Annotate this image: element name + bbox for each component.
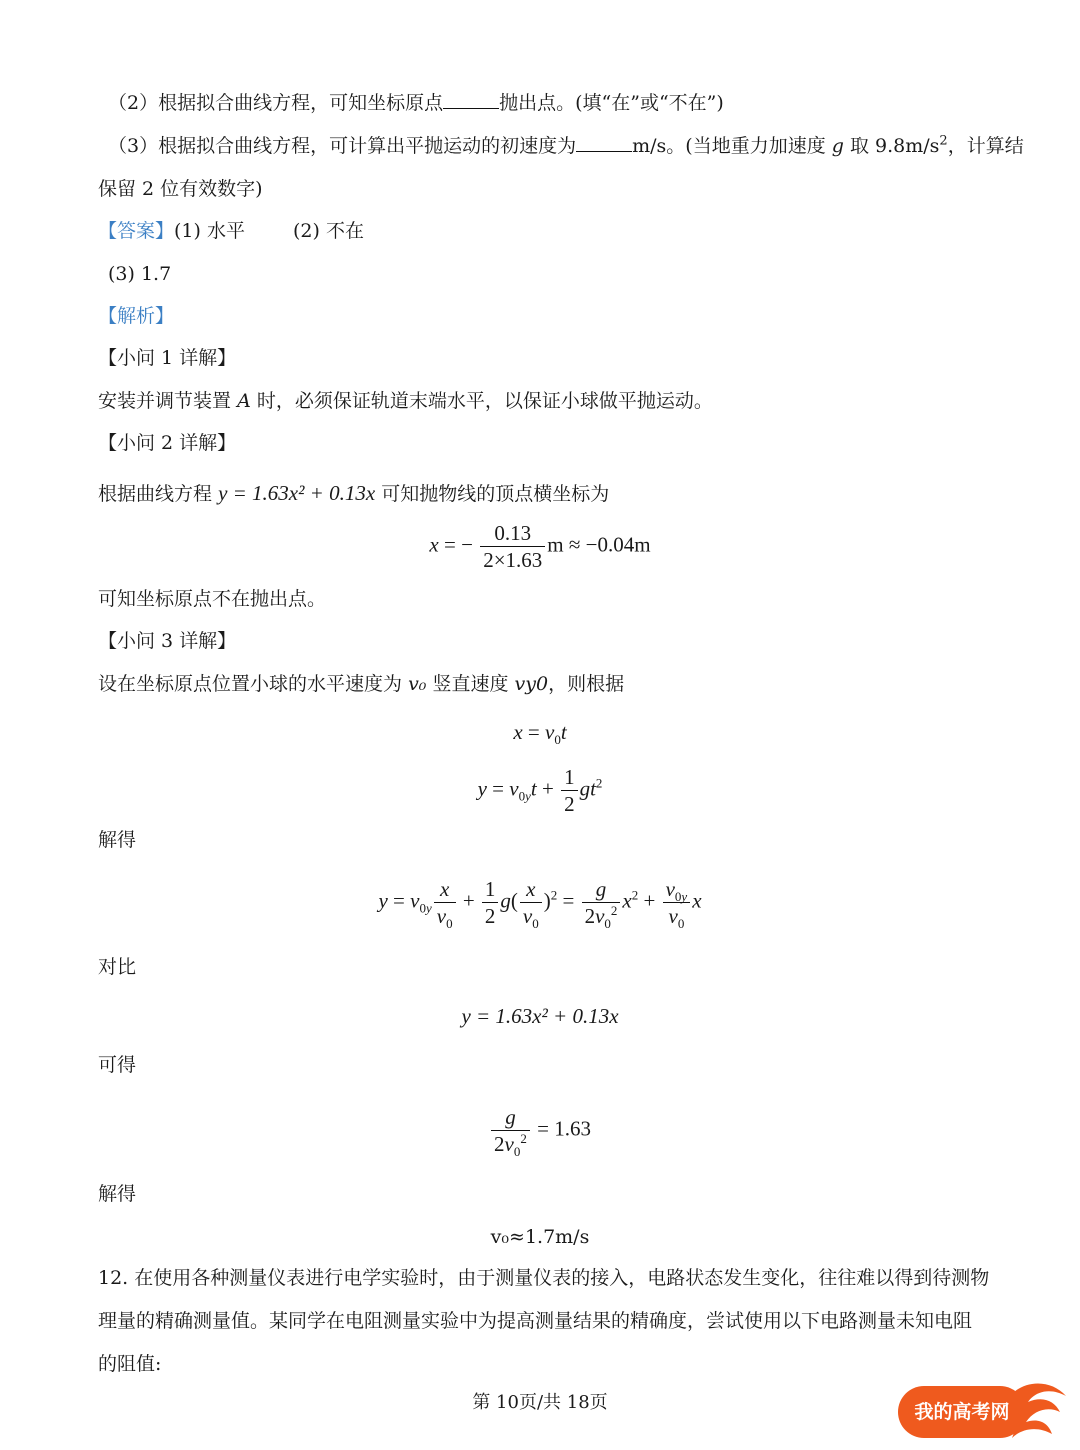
equation-x: $x = v_0t$ xyxy=(513,720,567,748)
solve-label-1: 解得 xyxy=(98,829,137,851)
sub3-text-b: 竖直速度 xyxy=(432,673,509,695)
question-3-line-2: 保留 2 位有效数字) xyxy=(98,178,263,200)
q3-text-d: ，计算结 xyxy=(947,135,1024,157)
q12-line-3: 的阻值: xyxy=(98,1353,162,1375)
logo-text: 我的高考网 xyxy=(898,1386,1026,1438)
site-logo xyxy=(898,1378,1070,1444)
q12-line-1: 12. 在使用各种测量仪表进行电学实验时，由于测量仪表的接入，电路状态发生变化，往往难以得到待测物 xyxy=(98,1267,990,1289)
q2-blank xyxy=(443,108,499,109)
vertex-numerator: 0.13 xyxy=(480,522,545,547)
sub2-text-b: 可知抛物线的顶点横坐标为 xyxy=(381,483,610,505)
sub2-title: 【小问 2 详解】 xyxy=(98,432,237,454)
result-v0: v₀≈1.7m/s xyxy=(490,1226,590,1248)
answer-1: (1) 水平 xyxy=(174,220,245,242)
vertex-fraction xyxy=(480,522,545,571)
sub2-text-a: 根据曲线方程 xyxy=(98,483,213,505)
q3-blank xyxy=(576,151,632,152)
sub1-title: 【小问 1 详解】 xyxy=(98,347,237,369)
analysis-label: 【解析】 xyxy=(98,305,175,327)
get-label: 可得 xyxy=(98,1054,137,1076)
compare-label: 对比 xyxy=(98,956,137,978)
answer-3: (3) 1.7 xyxy=(108,263,172,285)
sub3-vy0: vy0 xyxy=(514,673,549,695)
sub2-curve-equation: y = 1.63x² + 0.13x xyxy=(218,481,376,505)
q3-text-c: 取 9.8m/s xyxy=(849,135,940,157)
equation-y: $y = v_{0y}t$ + $\frac{1}{2}$ $gt^2$ xyxy=(477,765,603,817)
answer-2: (2) 不在 xyxy=(292,220,364,242)
q3-number: （3） xyxy=(108,135,159,157)
sub1-text-a: 安装并调节装置 xyxy=(98,390,232,412)
ratio-equation: $\frac{g}{2v_0^2}$ = 1.63 xyxy=(0,1106,1080,1155)
logo-swoosh-icon xyxy=(1008,1378,1070,1444)
solve-label-2: 解得 xyxy=(98,1183,137,1205)
sub3-text xyxy=(98,675,624,694)
ratio-value: = 1.63 xyxy=(537,1116,591,1141)
answer-line xyxy=(98,222,364,241)
q3-text-b: m/s。(当地重力加速度 xyxy=(632,135,826,157)
vertex-result: m ≈ −0.04m xyxy=(547,532,651,557)
sub3-text-a: 设在坐标原点位置小球的水平速度为 xyxy=(98,673,403,695)
sub3-v0: v₀ xyxy=(408,673,427,695)
q2-number: （2） xyxy=(108,92,159,114)
sub1-device-a: A xyxy=(237,390,251,412)
page-footer: 第 10页/共 18页 xyxy=(472,1392,608,1413)
q2-text-b: 抛出点。(填“在”或“不在”) xyxy=(499,92,724,114)
q3-text: 根据拟合曲线方程，可计算出平抛运动的初速度为 xyxy=(158,135,577,157)
answer-label: 【答案】 xyxy=(98,220,175,242)
sub1-text-b: 时，必须保证轨道末端水平，以保证小球做平抛运动。 xyxy=(256,390,713,412)
question-3-line: （3）根据拟合曲线方程，可计算出平抛运动的初速度为 m/s。(当地重力加速度 g 取 $9.8m/s^2$，计算结 xyxy=(108,133,1024,157)
sub1-text xyxy=(98,392,713,411)
question-2-line xyxy=(108,94,724,113)
sub2-conclusion: 可知坐标原点不在抛出点。 xyxy=(98,588,327,610)
compare-equation: y = 1.63x² + 0.13x xyxy=(461,1004,619,1028)
vertex-denominator: 2×1.63 xyxy=(483,548,543,573)
sub3-text-c: ，则根据 xyxy=(548,673,625,695)
q12-line-2: 理量的精确测量值。某同学在电阻测量实验中为提高测量结果的精确度，尝试使用以下电路测量未知电阻 xyxy=(98,1310,973,1332)
q2-text: 根据拟合曲线方程，可知坐标原点 xyxy=(158,92,444,114)
q3-g-symbol: g xyxy=(831,135,844,157)
equation-derivation: $y = v_{0y}$ $\frac{x}{v_0}$ + $\frac{1}{2}$ g( $\frac{x}{v_0}$ )$^2$ = $\frac{g}{2v_0^2}$ $x^2$ + $\frac{v_{0y}}{v_0}$ x xyxy=(378,877,702,932)
sub3-title: 【小问 3 详解】 xyxy=(98,630,237,652)
sub2-text xyxy=(98,483,609,504)
vertex-equation: x = − $\frac{0.13}{2\times 1.63}$ m ≈ −0.04m xyxy=(429,521,651,573)
